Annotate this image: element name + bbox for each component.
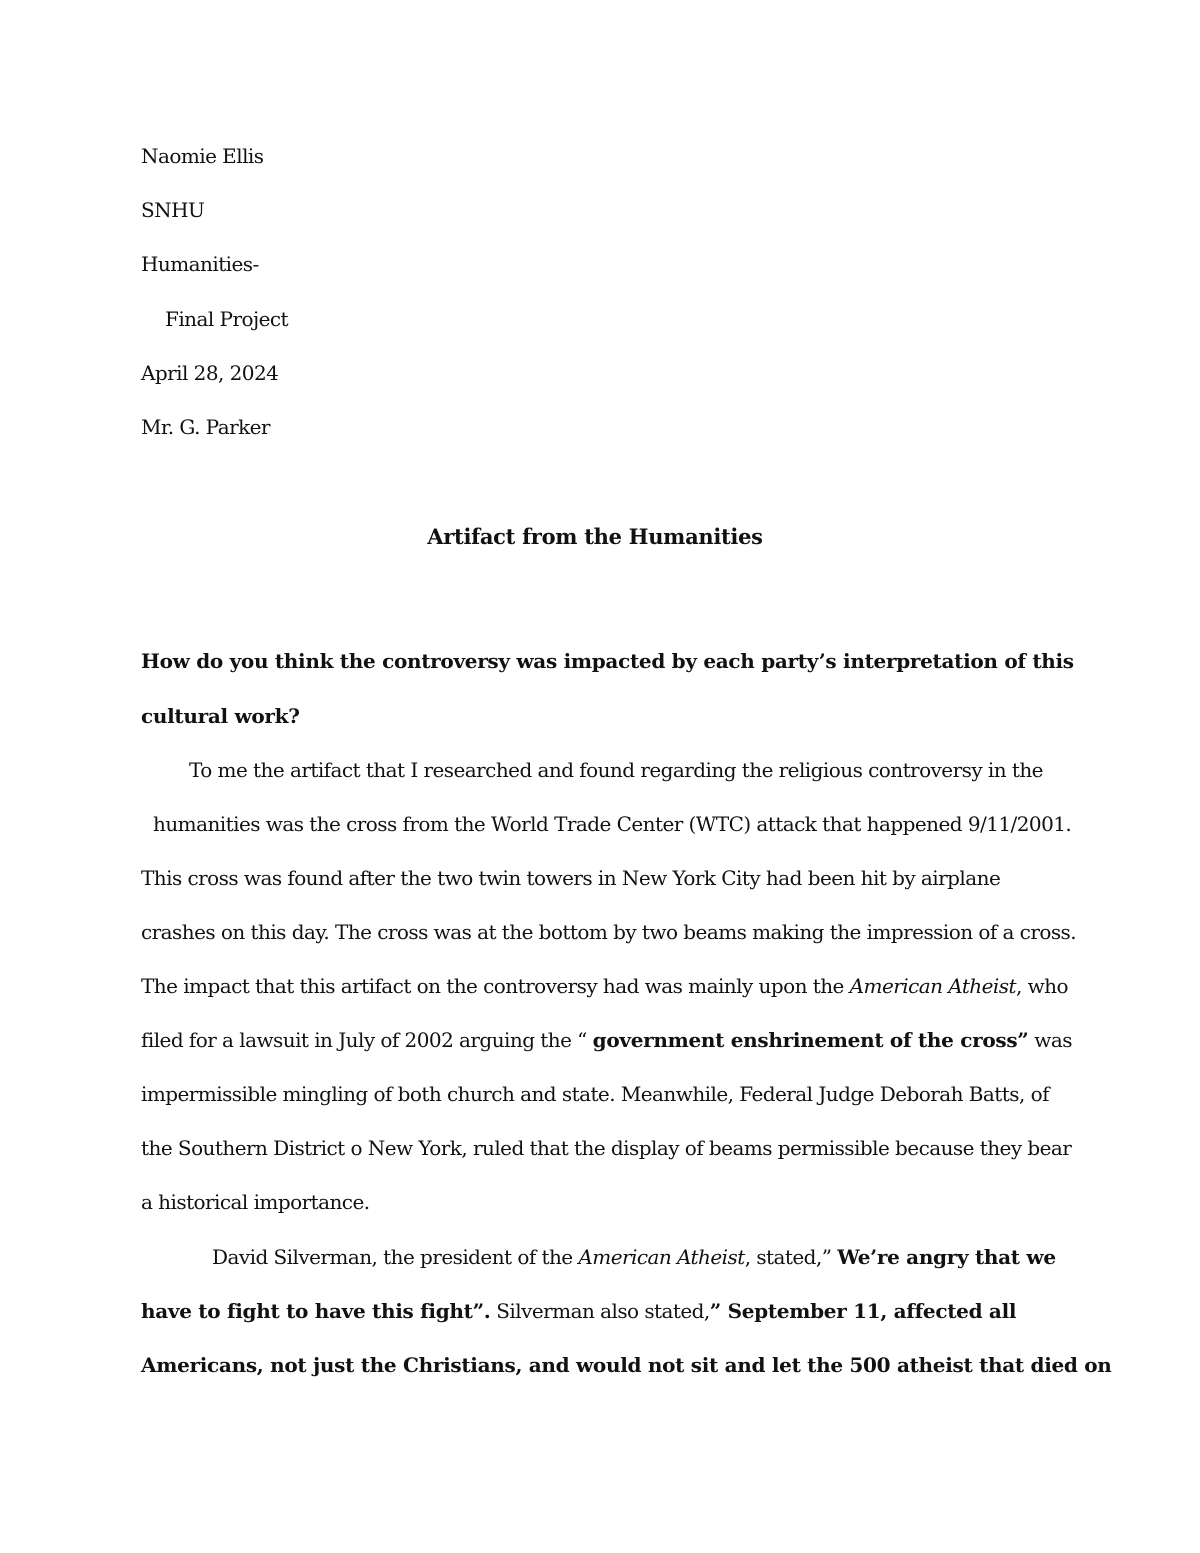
paragraph-2-line-1 — [212, 1243, 1056, 1271]
text-run: was — [1028, 1028, 1072, 1052]
course-name: Humanities- — [141, 252, 259, 276]
school-name: SNHU — [141, 198, 205, 222]
paragraph-1-line-5 — [141, 972, 1068, 1000]
text-run: Silverman also stated, — [490, 1299, 710, 1323]
paragraph-1-line-8: the Southern District o New York, ruled that the display of beams permissible because they bear — [141, 1136, 1072, 1160]
bold-quote: ” September 11, affected all — [709, 1299, 1017, 1323]
author-name: Naomie Ellis — [141, 144, 264, 168]
document-title: Artifact from the Humanities — [427, 524, 763, 549]
paragraph-1-line-3: This cross was found after the two twin towers in New York City had been hit by airplane — [141, 866, 1001, 890]
text-run: , who — [1015, 974, 1068, 998]
text-run: The impact that this artifact on the controversy had was mainly upon the — [141, 974, 850, 998]
bold-quote: We’re angry that we — [837, 1245, 1056, 1269]
paragraph-1-line-9: a historical importance. — [141, 1190, 370, 1214]
paragraph-2-line-3: Americans, not just the Christians, and would not sit and let the 500 atheist that died on — [141, 1353, 1112, 1377]
paragraph-1-line-2: humanities was the cross from the World Trade Center (WTC) attack that happened 9/11/2001. — [153, 812, 1072, 836]
question-line-1: How do you think the controversy was impacted by each party’s interpretation of this — [141, 649, 1074, 673]
paragraph-2-line-2 — [141, 1297, 1016, 1325]
text-run: filed for a lawsuit in July of 2002 arguing the “ — [141, 1028, 593, 1052]
paragraph-1-line-1: To me the artifact that I researched and found regarding the religious controversy in the — [189, 758, 1043, 782]
question-line-2: cultural work? — [141, 704, 300, 728]
paragraph-1-line-7: impermissible mingling of both church and state. Meanwhile, Federal Judge Deborah Batts, of — [141, 1082, 1049, 1106]
paragraph-1-line-4: crashes on this day. The cross was at the bottom by two beams making the impression of a cross. — [141, 920, 1077, 944]
italic-term: American Atheist — [578, 1245, 745, 1269]
paragraph-1-line-6 — [141, 1026, 1072, 1054]
text-run: , stated,” — [744, 1245, 838, 1269]
text-run: David Silverman, the president of the — [212, 1245, 579, 1269]
bold-quote: government enshrinement of the cross” — [592, 1028, 1029, 1052]
italic-term: American Atheist — [849, 974, 1016, 998]
document-date: April 28, 2024 — [141, 361, 279, 385]
project-name: Final Project — [165, 307, 289, 331]
bold-quote: have to fight to have this fight”. — [141, 1299, 491, 1323]
instructor-name: Mr. G. Parker — [141, 415, 270, 439]
